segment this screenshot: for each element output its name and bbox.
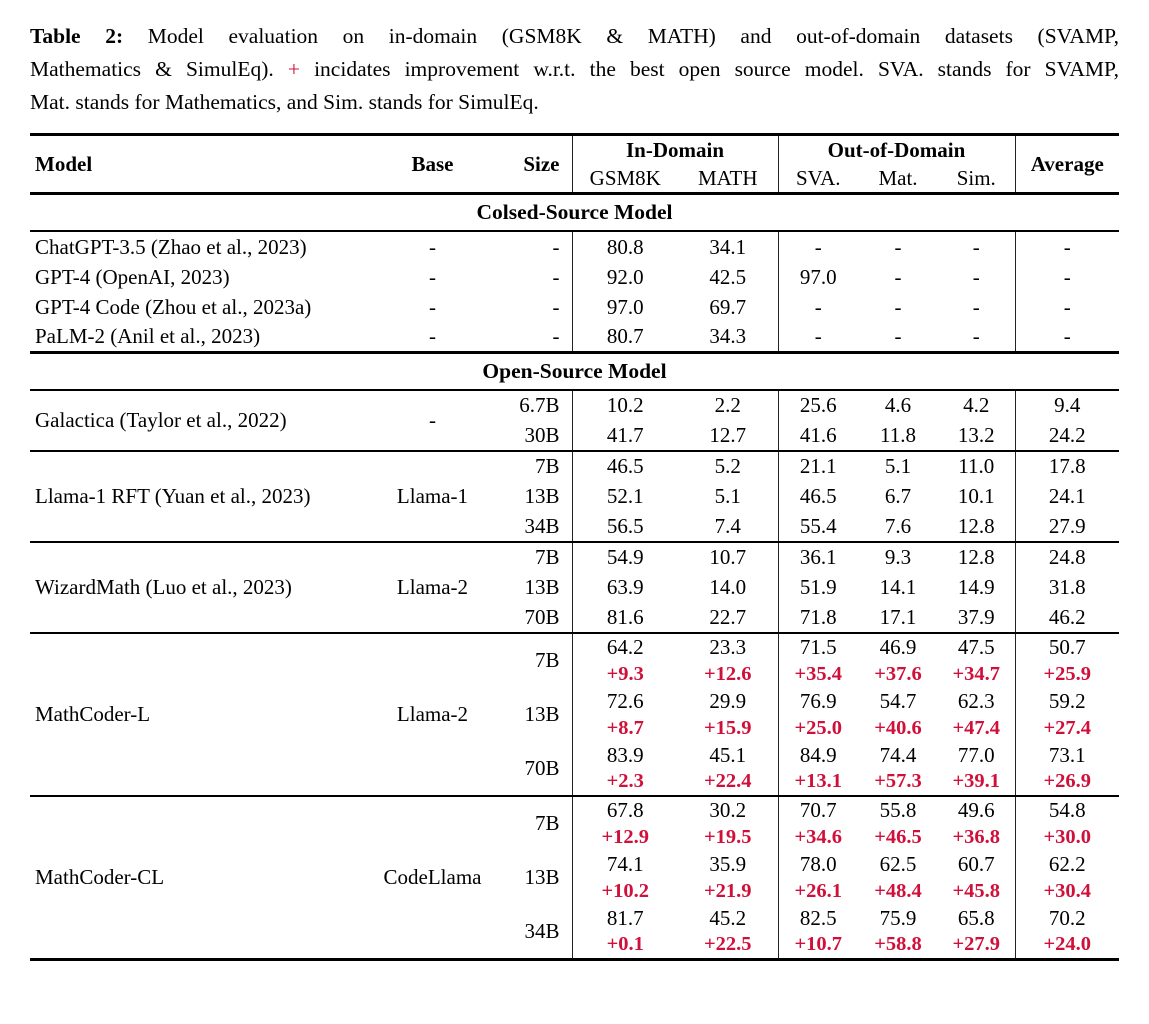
base-value: - bbox=[429, 407, 436, 432]
improvement-math: +21.9 bbox=[703, 879, 752, 902]
score-math: 34.3 bbox=[709, 323, 747, 348]
improvement-sim: +45.8 bbox=[952, 879, 1001, 902]
size-value: 7B bbox=[534, 811, 560, 835]
score-sva: 76.9 bbox=[778, 688, 858, 715]
score-math: 5.2 bbox=[714, 454, 741, 478]
score-sim: - bbox=[972, 264, 980, 289]
header-out-of-domain: Out-of-Domain bbox=[778, 136, 1015, 165]
score-mat: 4.6 bbox=[884, 393, 912, 417]
score-sva: - bbox=[778, 232, 858, 262]
model-name: GPT-4 Code (Zhou et al., 2023a) bbox=[35, 294, 312, 319]
score-math: 5.1 bbox=[714, 484, 741, 508]
improvement-average: +25.9 bbox=[1015, 661, 1119, 688]
score-average: 27.9 bbox=[1015, 512, 1119, 542]
table-row bbox=[30, 797, 1119, 824]
header-base: Base bbox=[411, 151, 454, 176]
improvement-math: +22.5 bbox=[703, 933, 752, 955]
score-math: 42.5 bbox=[709, 264, 747, 289]
score-math: 2.2 bbox=[714, 393, 741, 417]
score-gsm8k: 92.0 bbox=[572, 262, 678, 292]
improvement-average: +27.4 bbox=[1015, 715, 1119, 742]
score-gsm8k: 74.1 bbox=[572, 851, 678, 878]
score-math: 69.7 bbox=[709, 294, 747, 319]
improvement-mat: +58.8 bbox=[874, 933, 922, 955]
score-mat: 74.4 bbox=[879, 742, 917, 767]
score-gsm8k: 67.8 bbox=[572, 797, 678, 824]
score-sim: - bbox=[972, 323, 980, 348]
size-value: 6.7B bbox=[519, 393, 560, 417]
base-value: CodeLlama bbox=[383, 864, 482, 889]
score-sim: 12.8 bbox=[957, 545, 995, 569]
score-math: 12.7 bbox=[709, 422, 747, 447]
table-row bbox=[30, 452, 1119, 482]
section-header-closed bbox=[30, 195, 1119, 231]
score-math: 35.9 bbox=[709, 851, 747, 876]
score-average: 54.8 bbox=[1015, 797, 1119, 824]
improvement-mat: +46.5 bbox=[874, 825, 922, 848]
header-sva: SVA. bbox=[778, 165, 858, 194]
table-row bbox=[30, 543, 1119, 573]
score-mat: - bbox=[894, 294, 902, 319]
score-gsm8k: 81.6 bbox=[572, 603, 678, 633]
score-math: 7.4 bbox=[714, 513, 741, 538]
score-sva: 46.5 bbox=[778, 482, 858, 512]
score-mat: 46.9 bbox=[879, 634, 917, 659]
improvement-sva: +34.6 bbox=[778, 824, 858, 851]
score-sva: 21.1 bbox=[778, 452, 858, 482]
score-gsm8k: 10.2 bbox=[572, 391, 678, 421]
improvement-sva: +13.1 bbox=[778, 769, 858, 796]
score-average: 46.2 bbox=[1015, 603, 1119, 633]
caption-line-1 bbox=[30, 20, 1119, 53]
score-sim: - bbox=[972, 234, 980, 259]
header-gsm8k: GSM8K bbox=[572, 165, 678, 194]
improvement-gsm8k: +8.7 bbox=[572, 715, 678, 742]
caption-line-3: Mat. stands for Mathematics, and Sim. stands for SimulEq. bbox=[30, 90, 539, 114]
improvement-sva: +25.0 bbox=[778, 715, 858, 742]
score-gsm8k: 83.9 bbox=[572, 742, 678, 769]
size-value: 13B bbox=[524, 484, 560, 508]
score-sim: 11.0 bbox=[958, 454, 995, 478]
base-value: Llama-1 bbox=[396, 483, 469, 508]
score-math: 10.7 bbox=[709, 545, 747, 569]
score-gsm8k: 56.5 bbox=[572, 512, 678, 542]
plus-symbol: + bbox=[287, 57, 300, 81]
score-gsm8k: 52.1 bbox=[572, 482, 678, 512]
score-sim: - bbox=[972, 294, 980, 319]
score-gsm8k: 80.7 bbox=[572, 322, 678, 352]
score-average: 31.8 bbox=[1015, 573, 1119, 603]
score-gsm8k: 63.9 bbox=[572, 573, 678, 603]
score-mat: 6.7 bbox=[884, 484, 912, 508]
score-math: 45.1 bbox=[709, 742, 747, 767]
score-sim: 49.6 bbox=[957, 797, 995, 822]
score-mat: - bbox=[894, 234, 902, 259]
score-sva: - bbox=[778, 292, 858, 322]
score-sva: 41.6 bbox=[778, 421, 858, 451]
score-sim: 4.2 bbox=[963, 393, 990, 417]
caption-text-1: Model evaluation on in-domain (GSM8K & MATH) and out-of-domain datasets (SVAMP, bbox=[147, 24, 1120, 48]
score-gsm8k: 41.7 bbox=[572, 421, 678, 451]
size-value: 13B bbox=[524, 865, 560, 889]
score-average: - bbox=[1015, 292, 1119, 322]
size-value: - bbox=[552, 234, 560, 259]
size-value: 30B bbox=[524, 422, 560, 447]
score-average: - bbox=[1015, 232, 1119, 262]
table-row bbox=[30, 262, 1119, 292]
score-average: 17.8 bbox=[1015, 452, 1119, 482]
caption-label: Table 2: bbox=[30, 24, 124, 48]
score-math: 29.9 bbox=[709, 688, 747, 713]
score-math: 14.0 bbox=[709, 575, 747, 599]
score-gsm8k: 72.6 bbox=[572, 688, 678, 715]
improvement-sim: +36.8 bbox=[952, 825, 1001, 848]
score-average: 24.8 bbox=[1015, 543, 1119, 573]
size-value: 34B bbox=[524, 513, 560, 538]
improvement-gsm8k: +2.3 bbox=[572, 769, 678, 796]
improvement-sva: +26.1 bbox=[778, 878, 858, 905]
table-row bbox=[30, 232, 1119, 262]
score-average: 62.2 bbox=[1015, 851, 1119, 878]
improvement-gsm8k: +0.1 bbox=[572, 932, 678, 959]
score-mat: 11.8 bbox=[880, 422, 916, 447]
score-mat: - bbox=[894, 323, 902, 348]
score-average: 73.1 bbox=[1015, 742, 1119, 769]
size-value: 70B bbox=[524, 755, 560, 780]
score-average: - bbox=[1015, 322, 1119, 352]
size-value: 7B bbox=[534, 545, 560, 569]
base-value: - bbox=[429, 294, 436, 319]
score-mat: 54.7 bbox=[879, 688, 917, 713]
score-sva: - bbox=[778, 322, 858, 352]
improvement-sim: +27.9 bbox=[952, 933, 1001, 955]
score-math: 22.7 bbox=[709, 604, 747, 629]
score-sva: 51.9 bbox=[778, 573, 858, 603]
improvement-gsm8k: +12.9 bbox=[572, 824, 678, 851]
score-average: - bbox=[1015, 262, 1119, 292]
model-name: Llama-1 RFT (Yuan et al., 2023) bbox=[35, 483, 311, 508]
size-value: - bbox=[552, 323, 560, 348]
score-average: 24.2 bbox=[1015, 421, 1119, 451]
section-title: Open-Source Model bbox=[482, 358, 667, 383]
score-gsm8k: 80.8 bbox=[572, 232, 678, 262]
size-value: 70B bbox=[524, 604, 560, 629]
score-mat: 17.1 bbox=[879, 604, 917, 629]
bottom-rule bbox=[30, 959, 1119, 961]
improvement-average: +26.9 bbox=[1015, 769, 1119, 796]
model-name: MathCoder-L bbox=[35, 701, 151, 726]
evaluation-table bbox=[30, 133, 1119, 961]
score-mat: 5.1 bbox=[884, 454, 912, 478]
improvement-mat: +40.6 bbox=[874, 716, 922, 739]
score-average: 70.2 bbox=[1015, 905, 1119, 932]
improvement-average: +30.0 bbox=[1015, 824, 1119, 851]
table-caption bbox=[30, 20, 1119, 119]
score-sva: 25.6 bbox=[778, 391, 858, 421]
header-model: Model bbox=[35, 151, 93, 176]
size-value: 13B bbox=[524, 575, 560, 599]
caption-line-2 bbox=[30, 53, 1119, 86]
caption-text-2a: Mathematics & SimulEq). bbox=[30, 57, 274, 81]
score-sva: 55.4 bbox=[778, 512, 858, 542]
improvement-mat: +37.6 bbox=[874, 662, 922, 685]
score-mat: 75.9 bbox=[879, 905, 917, 930]
header-sim: Sim. bbox=[956, 165, 996, 190]
improvement-gsm8k: +10.2 bbox=[572, 878, 678, 905]
score-sva: 78.0 bbox=[778, 851, 858, 878]
score-sim: 62.3 bbox=[957, 688, 995, 713]
improvement-average: +24.0 bbox=[1015, 932, 1119, 959]
score-sim: 12.8 bbox=[957, 513, 995, 538]
score-sim: 47.5 bbox=[957, 634, 995, 659]
score-sva: 70.7 bbox=[778, 797, 858, 824]
score-mat: 62.5 bbox=[879, 851, 917, 876]
score-mat: 7.6 bbox=[884, 513, 912, 538]
score-average: 59.2 bbox=[1015, 688, 1119, 715]
model-name: Galactica (Taylor et al., 2022) bbox=[35, 407, 287, 432]
improvement-sva: +10.7 bbox=[778, 932, 858, 959]
score-mat: - bbox=[894, 264, 902, 289]
score-math: 23.3 bbox=[709, 634, 747, 659]
base-value: Llama-2 bbox=[396, 574, 469, 599]
model-name: GPT-4 (OpenAI, 2023) bbox=[35, 264, 230, 289]
header-size: Size bbox=[523, 151, 560, 176]
score-sva: 82.5 bbox=[778, 905, 858, 932]
score-sva: 97.0 bbox=[778, 262, 858, 292]
improvement-sva: +35.4 bbox=[778, 661, 858, 688]
model-name: WizardMath (Luo et al., 2023) bbox=[35, 574, 292, 599]
score-average: 50.7 bbox=[1015, 634, 1119, 661]
improvement-mat: +57.3 bbox=[874, 770, 922, 792]
model-name: PaLM-2 (Anil et al., 2023) bbox=[35, 323, 261, 348]
header-average: Average bbox=[1015, 136, 1119, 194]
score-sva: 71.8 bbox=[778, 603, 858, 633]
base-value: - bbox=[429, 264, 436, 289]
improvement-mat: +48.4 bbox=[874, 879, 922, 902]
improvement-average: +30.4 bbox=[1015, 878, 1119, 905]
base-value: - bbox=[429, 234, 436, 259]
size-value: 7B bbox=[534, 454, 560, 478]
improvement-gsm8k: +9.3 bbox=[572, 661, 678, 688]
improvement-math: +22.4 bbox=[703, 770, 752, 792]
size-value: 13B bbox=[524, 702, 560, 726]
base-value: - bbox=[429, 323, 436, 348]
improvement-math: +15.9 bbox=[703, 716, 752, 739]
score-average: 9.4 bbox=[1015, 391, 1119, 421]
model-name: MathCoder-CL bbox=[35, 864, 165, 889]
model-name: ChatGPT-3.5 (Zhao et al., 2023) bbox=[35, 234, 307, 259]
improvement-sim: +34.7 bbox=[952, 662, 1001, 685]
header-row-1 bbox=[30, 136, 1119, 165]
improvement-sim: +39.1 bbox=[952, 770, 1001, 792]
table-row bbox=[30, 634, 1119, 661]
score-sva: 71.5 bbox=[778, 634, 858, 661]
size-value: - bbox=[552, 294, 560, 319]
score-gsm8k: 46.5 bbox=[572, 452, 678, 482]
size-value: - bbox=[552, 264, 560, 289]
size-value: 34B bbox=[524, 918, 560, 943]
score-sim: 10.1 bbox=[957, 484, 995, 508]
caption-text-2b: incidates improvement w.r.t. the best open source model. SVA. stands for SVAMP, bbox=[314, 57, 1119, 81]
header-mat: Mat. bbox=[878, 165, 918, 190]
header-in-domain: In-Domain bbox=[572, 136, 778, 165]
score-sim: 13.2 bbox=[957, 422, 995, 447]
header-math: MATH bbox=[697, 165, 758, 190]
score-math: 30.2 bbox=[709, 797, 747, 822]
score-math: 45.2 bbox=[709, 905, 747, 930]
section-title: Colsed-Source Model bbox=[476, 200, 673, 224]
score-average: 24.1 bbox=[1015, 482, 1119, 512]
table-row bbox=[30, 292, 1119, 322]
score-mat: 55.8 bbox=[879, 797, 917, 822]
score-sim: 65.8 bbox=[957, 905, 995, 930]
table-row bbox=[30, 391, 1119, 421]
improvement-sim: +47.4 bbox=[952, 716, 1001, 739]
score-sim: 60.7 bbox=[957, 851, 995, 876]
improvement-math: +19.5 bbox=[703, 825, 752, 848]
table-row bbox=[30, 322, 1119, 352]
score-mat: 14.1 bbox=[879, 575, 917, 599]
score-sim: 37.9 bbox=[957, 604, 995, 629]
score-gsm8k: 81.7 bbox=[572, 905, 678, 932]
base-value: Llama-2 bbox=[396, 701, 469, 726]
score-sim: 77.0 bbox=[957, 742, 995, 767]
score-mat: 9.3 bbox=[884, 545, 912, 569]
score-math: 34.1 bbox=[709, 234, 747, 259]
score-sim: 14.9 bbox=[957, 575, 995, 599]
score-gsm8k: 54.9 bbox=[572, 543, 678, 573]
score-gsm8k: 97.0 bbox=[572, 292, 678, 322]
score-sva: 84.9 bbox=[778, 742, 858, 769]
rule-line bbox=[30, 959, 1119, 961]
score-sva: 36.1 bbox=[778, 543, 858, 573]
section-header-open bbox=[30, 354, 1119, 390]
size-value: 7B bbox=[534, 648, 560, 672]
score-gsm8k: 64.2 bbox=[572, 634, 678, 661]
improvement-math: +12.6 bbox=[703, 662, 752, 685]
